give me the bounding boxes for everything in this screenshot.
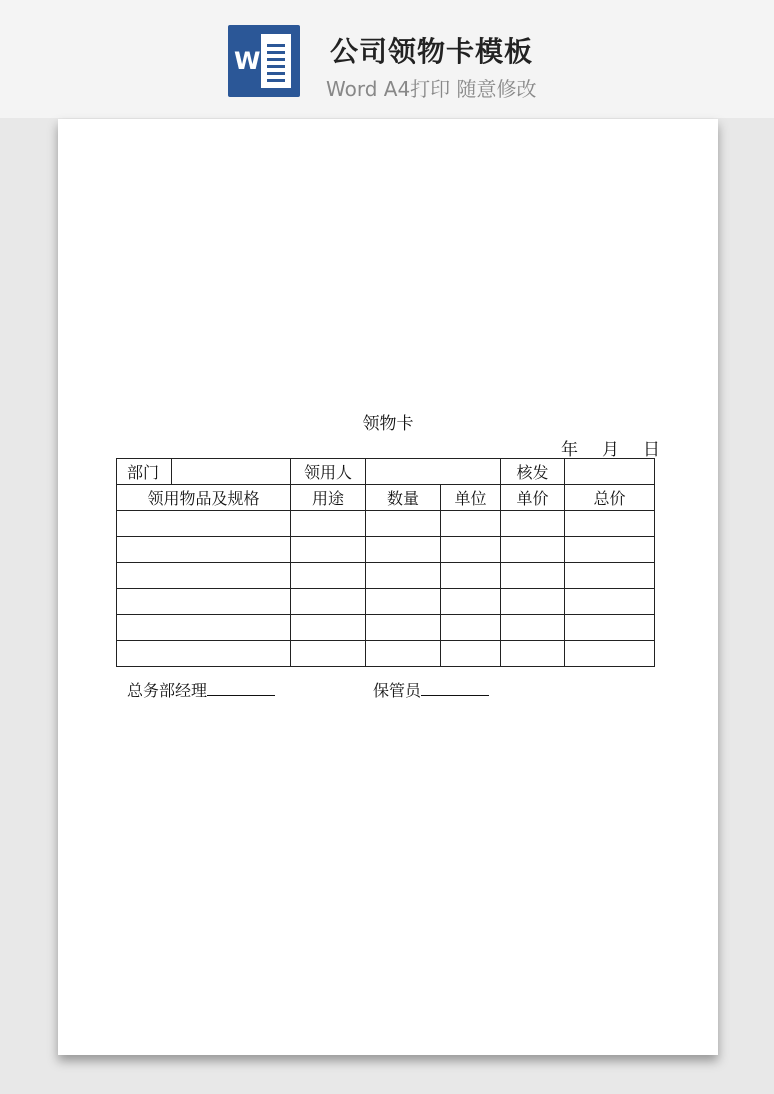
table-row bbox=[117, 589, 655, 615]
year-label: 年 bbox=[561, 440, 578, 460]
quantity-cell[interactable] bbox=[366, 511, 441, 537]
total-cell[interactable] bbox=[565, 537, 655, 563]
unit-price-cell[interactable] bbox=[501, 511, 565, 537]
page-subtitle: Word A4打印 随意修改 bbox=[326, 77, 537, 101]
col-header-unit: 单位 bbox=[441, 485, 501, 511]
quantity-cell[interactable] bbox=[366, 589, 441, 615]
quantity-cell[interactable] bbox=[366, 615, 441, 641]
col-header-unit-price: 单价 bbox=[501, 485, 565, 511]
purpose-cell[interactable] bbox=[291, 615, 366, 641]
unit-price-cell[interactable] bbox=[501, 615, 565, 641]
col-header-total: 总价 bbox=[565, 485, 655, 511]
keeper-label: 保管员 bbox=[373, 681, 422, 700]
table-row bbox=[117, 537, 655, 563]
receiver-label: 领用人 bbox=[291, 459, 366, 485]
purpose-cell[interactable] bbox=[291, 563, 366, 589]
dept-field[interactable] bbox=[172, 459, 291, 485]
header-banner bbox=[0, 0, 774, 118]
table-row bbox=[117, 511, 655, 537]
item-cell[interactable] bbox=[117, 563, 291, 589]
document-page bbox=[58, 119, 718, 1055]
month-label: 月 bbox=[602, 440, 619, 460]
total-cell[interactable] bbox=[565, 641, 655, 667]
quantity-cell[interactable] bbox=[366, 641, 441, 667]
day-label: 日 bbox=[643, 440, 660, 460]
unit-price-cell[interactable] bbox=[501, 537, 565, 563]
unit-cell[interactable] bbox=[441, 537, 501, 563]
unit-cell[interactable] bbox=[441, 589, 501, 615]
manager-signature-line[interactable] bbox=[207, 681, 275, 696]
table-row bbox=[117, 615, 655, 641]
table-row bbox=[117, 641, 655, 667]
info-row bbox=[117, 459, 655, 485]
item-cell[interactable] bbox=[117, 641, 291, 667]
unit-price-cell[interactable] bbox=[501, 641, 565, 667]
item-cell[interactable] bbox=[117, 511, 291, 537]
purpose-cell[interactable] bbox=[291, 589, 366, 615]
approver-field[interactable] bbox=[565, 459, 655, 485]
receiver-field[interactable] bbox=[366, 459, 501, 485]
unit-price-cell[interactable] bbox=[501, 563, 565, 589]
quantity-cell[interactable] bbox=[366, 563, 441, 589]
unit-cell[interactable] bbox=[441, 563, 501, 589]
purpose-cell[interactable] bbox=[291, 511, 366, 537]
manager-label: 总务部经理 bbox=[127, 681, 208, 700]
purpose-cell[interactable] bbox=[291, 641, 366, 667]
col-header-purpose: 用途 bbox=[291, 485, 366, 511]
date-line bbox=[561, 435, 660, 460]
keeper-signature bbox=[373, 678, 489, 701]
total-cell[interactable] bbox=[565, 563, 655, 589]
item-cell[interactable] bbox=[117, 589, 291, 615]
approver-label: 核发 bbox=[501, 459, 565, 485]
keeper-signature-line[interactable] bbox=[421, 681, 489, 696]
manager-signature bbox=[127, 678, 275, 701]
total-cell[interactable] bbox=[565, 589, 655, 615]
col-header-item: 领用物品及规格 bbox=[117, 485, 291, 511]
col-header-quantity: 数量 bbox=[366, 485, 441, 511]
word-doc-icon bbox=[228, 25, 300, 97]
quantity-cell[interactable] bbox=[366, 537, 441, 563]
unit-price-cell[interactable] bbox=[501, 589, 565, 615]
dept-label: 部门 bbox=[117, 459, 172, 485]
item-cell[interactable] bbox=[117, 537, 291, 563]
card-title: 领物卡 bbox=[362, 414, 414, 434]
item-cell[interactable] bbox=[117, 615, 291, 641]
column-header-row bbox=[117, 485, 655, 511]
word-letter: W bbox=[234, 47, 261, 75]
unit-cell[interactable] bbox=[441, 511, 501, 537]
unit-cell[interactable] bbox=[441, 641, 501, 667]
page-title: 公司领物卡模板 bbox=[330, 35, 534, 68]
unit-cell[interactable] bbox=[441, 615, 501, 641]
total-cell[interactable] bbox=[565, 511, 655, 537]
purpose-cell[interactable] bbox=[291, 537, 366, 563]
doc-page-shape bbox=[261, 34, 291, 88]
table-row bbox=[117, 563, 655, 589]
requisition-table bbox=[116, 458, 655, 667]
total-cell[interactable] bbox=[565, 615, 655, 641]
